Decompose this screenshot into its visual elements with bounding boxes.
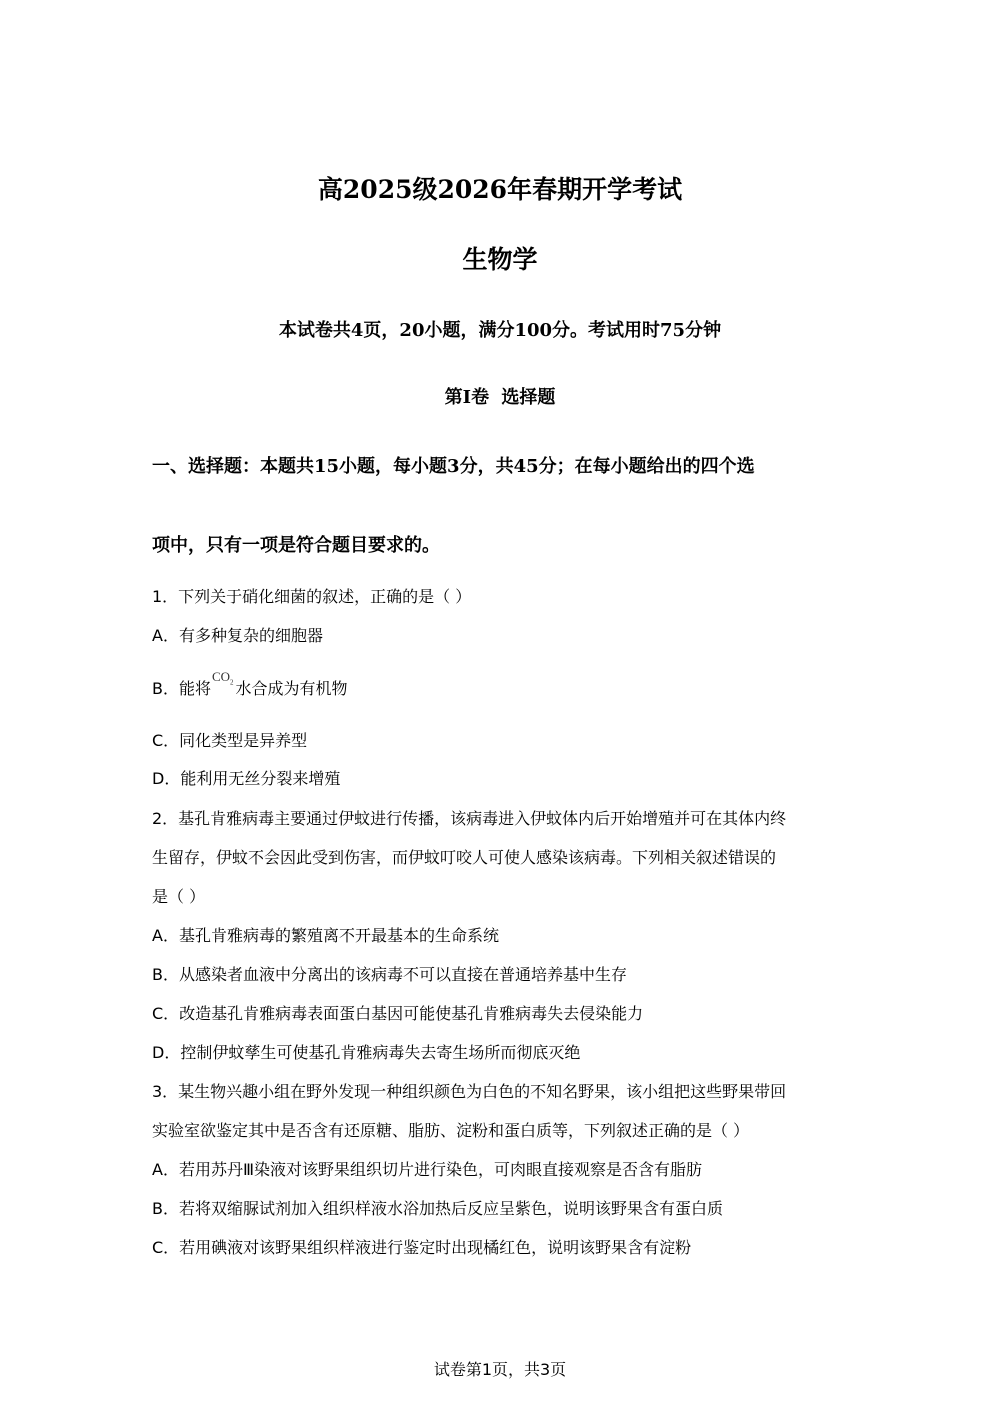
q3-option-c: C．若用碘液对该野果组织样液进行鉴定时出现橘红色，说明该野果含有淀粉 xyxy=(152,1238,692,1257)
q2-stem-line-3: 是（ ） xyxy=(152,887,206,906)
exam-title: 高2025级2026年春期开学考试 xyxy=(317,175,683,204)
q2-option-d: D．控制伊蚊孳生可使基孔肯雅病毒失去寄生场所而彻底灭绝 xyxy=(152,1043,581,1062)
q3-stem-line-1: 3．某生物兴趣小组在野外发现一种组织颜色为白色的不知名野果，该小组把这些野果带回 xyxy=(152,1082,787,1101)
q1-option-a: A．有多种复杂的细胞器 xyxy=(152,626,323,645)
section-heading-line-2: 项中，只有一项是符合题目要求的。 xyxy=(152,535,440,556)
co2-formula-main: CO xyxy=(211,669,231,684)
co2-formula-subscript: 2 xyxy=(230,678,234,687)
q1-option-b xyxy=(152,669,348,700)
q2-stem-line-1: 2．基孔肯雅病毒主要通过伊蚊进行传播，该病毒进入伊蚊体内后开始增殖并可在其体内终 xyxy=(152,809,787,828)
q1-option-c: C．同化类型是异养型 xyxy=(152,731,308,750)
section-heading-line-1: 一、选择题：本题共15小题，每小题3分，共45分；在每小题给出的四个选 xyxy=(152,456,755,477)
page-footer: 试卷第1页，共3页 xyxy=(433,1360,567,1379)
q1-option-b-suffix: 水合成为有机物 xyxy=(235,679,348,698)
q2-stem-line-2: 生留存，伊蚊不会因此受到伤害，而伊蚊叮咬人可使人感染该病毒。下列相关叙述错误的 xyxy=(152,848,777,867)
q1-option-d: D．能利用无丝分裂来增殖 xyxy=(152,769,341,788)
co2-formula xyxy=(211,669,234,687)
q3-option-b: B．若将双缩脲试剂加入组织样液水浴加热后反应呈紫色，说明该野果含有蛋白质 xyxy=(152,1199,723,1218)
q1-option-b-prefix: B．能将 xyxy=(152,679,211,698)
exam-info: 本试卷共4页，20小题，满分100分。考试用时75分钟 xyxy=(278,320,722,341)
q2-option-a: A．基孔肯雅病毒的繁殖离不开最基本的生命系统 xyxy=(152,926,499,945)
q2-option-b: B．从感染者血液中分离出的该病毒不可以直接在普通培养基中生存 xyxy=(152,965,627,984)
q1-stem: 1．下列关于硝化细菌的叙述，正确的是（ ） xyxy=(152,587,472,606)
q3-stem-line-2: 实验室欲鉴定其中是否含有还原糖、脂肪、淀粉和蛋白质等，下列叙述正确的是（ ） xyxy=(152,1121,750,1140)
q3-option-a: A．若用苏丹Ⅲ染液对该野果组织切片进行染色，可肉眼直接观察是否含有脂肪 xyxy=(152,1160,702,1179)
q2-option-c: C．改造基孔肯雅病毒表面蛋白基因可能使基孔肯雅病毒失去侵染能力 xyxy=(152,1004,644,1023)
subject-title: 生物学 xyxy=(462,245,538,274)
part-heading: 第Ⅰ卷 选择题 xyxy=(444,387,556,408)
